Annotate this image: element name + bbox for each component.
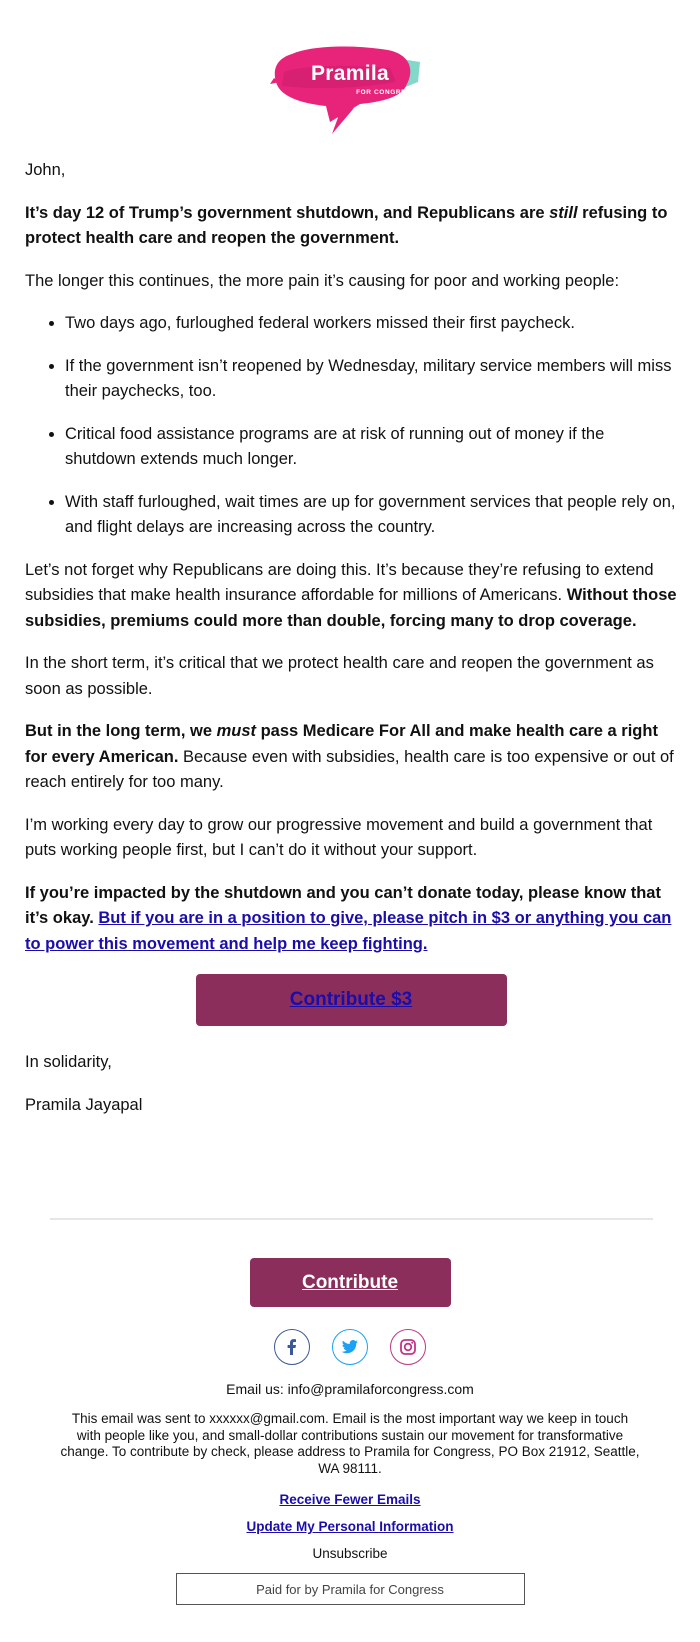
social-links bbox=[0, 1329, 700, 1367]
paragraph-subsidies: Let’s not forget why Republicans are doing this. It’s because they’re refusing to extend subsidies that make health insurance affordable for millions of Americans. Without those subsidies, premiums could more than double, forcing many to drop coverage. bbox=[25, 560, 677, 630]
list-item: • If the government isn’t reopened by Wednesday, military service members will miss their paychecks, too. bbox=[65, 354, 677, 405]
donate-link[interactable]: But if you are in a position to give, please pitch in $3 or anything you can to power this movement and help me keep fighting. bbox=[25, 909, 672, 953]
divider bbox=[50, 1218, 653, 1220]
paragraph-medicare: But in the long term, we must pass Medicare For All and make health care a right for every American. Because even with subsidies, health care is too expensive or out of reach entirely for too many. bbox=[25, 722, 674, 791]
logo-tagline: FOR CONGRESS bbox=[356, 89, 416, 96]
cta-row bbox=[25, 974, 677, 1026]
list-item: • With staff furloughed, wait times are up for government services that people rely on, and flight delays are increasing across the country. bbox=[65, 490, 677, 541]
logo-name: Pramila bbox=[311, 62, 389, 85]
contribute-button[interactable]: Contribute bbox=[250, 1258, 451, 1307]
paragraph-support: I’m working every day to grow our progressive movement and build a government that puts working people first, but I can’t do it without your support. bbox=[25, 815, 653, 859]
paragraph-donate: If you’re impacted by the shutdown and you can’t donate today, please know that it’s okay. But if you are in a position to give, please pitch in $3 or anything you can to power this movement and help me keep fighting. bbox=[25, 883, 672, 953]
pramila-logo bbox=[270, 42, 430, 138]
impact-list bbox=[25, 311, 677, 541]
signature: Pramila Jayapal bbox=[25, 1095, 143, 1114]
receive-fewer-emails-link[interactable]: Receive Fewer Emails bbox=[279, 1492, 421, 1507]
paid-for-disclaimer: Paid for by Pramila for Congress bbox=[176, 1573, 525, 1605]
list-item: • Two days ago, furloughed federal workers missed their first paycheck. bbox=[65, 311, 677, 337]
update-info-link[interactable]: Update My Personal Information bbox=[246, 1519, 454, 1534]
contribute-3-button[interactable]: Contribute $3 bbox=[196, 974, 507, 1026]
twitter-icon[interactable] bbox=[332, 1329, 368, 1365]
paragraph-pain: The longer this continues, the more pain it’s causing for poor and working people: bbox=[25, 271, 620, 290]
greeting: John, bbox=[25, 161, 66, 179]
list-item: • Critical food assistance programs are at risk of running out of money if the shutdown extends much longer. bbox=[65, 422, 677, 473]
email-us-text: Email us: info@pramilaforcongress.com bbox=[226, 1381, 474, 1397]
facebook-icon[interactable] bbox=[274, 1329, 310, 1365]
signoff: In solidarity, bbox=[25, 1053, 112, 1071]
legal-disclaimer: This email was sent to xxxxxx@gmail.com. Email is the most important way we keep in touch with people like you, and small-dollar contributions sustain our movement for transformative change. To contribute by check, please address to Pramila for Congress, PO Box 21912, Seattle, WA 98111. bbox=[60, 1411, 640, 1476]
unsubscribe-link[interactable]: Unsubscribe bbox=[312, 1546, 388, 1561]
email-body bbox=[25, 158, 677, 1135]
instagram-icon[interactable] bbox=[390, 1329, 426, 1365]
paragraph-short-term: In the short term, it’s critical that we protect health care and reopen the government as soon as possible. bbox=[25, 654, 654, 698]
paragraph-shutdown: It’s day 12 of Trump’s government shutdown, and Republicans are still refusing to protect health care and reopen the government. bbox=[25, 203, 668, 247]
email-footer bbox=[0, 1258, 700, 1605]
